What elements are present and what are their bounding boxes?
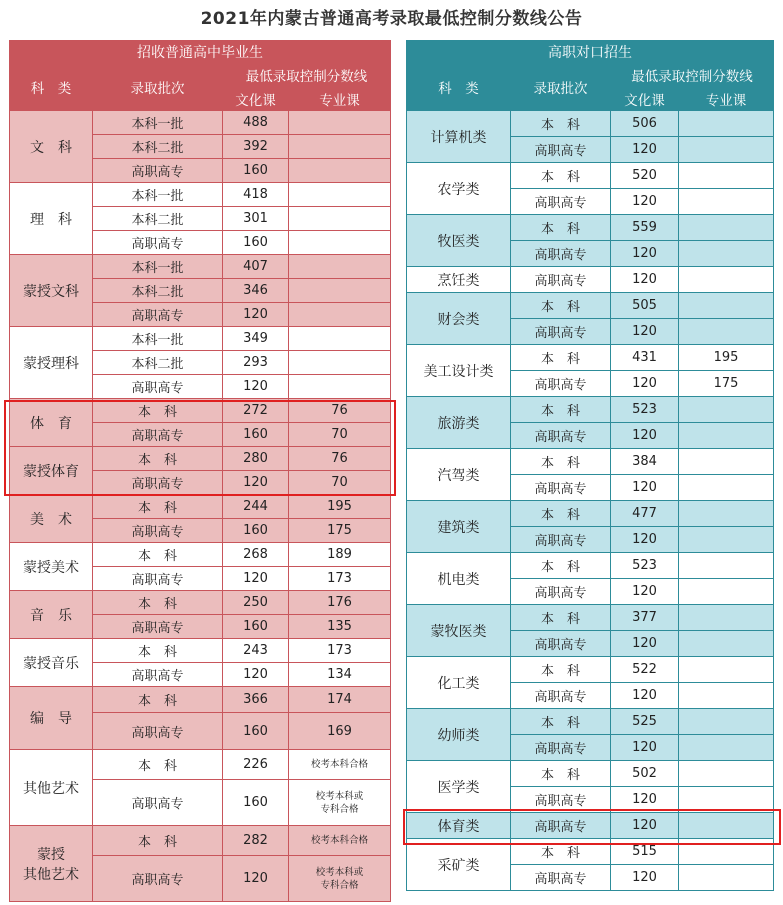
category-cell: 理 科 [10, 183, 93, 255]
culture-score-cell: 520 [611, 163, 679, 189]
major-score-cell [679, 657, 774, 683]
table-row [10, 447, 391, 471]
batch-cell: 本科二批 [93, 351, 223, 375]
header-culture: 文化课 [611, 88, 679, 111]
major-score-cell [679, 553, 774, 579]
header-major: 专业课 [289, 88, 391, 111]
category-cell: 美工设计类 [407, 345, 511, 397]
major-score-cell [679, 215, 774, 241]
left-score-table [9, 40, 391, 902]
header-category: 科 类 [407, 63, 511, 111]
batch-cell: 本 科 [93, 639, 223, 663]
category-cell: 旅游类 [407, 397, 511, 449]
culture-score-cell: 506 [611, 111, 679, 137]
culture-score-cell: 120 [611, 735, 679, 761]
batch-cell: 本 科 [93, 826, 223, 856]
culture-score-cell: 120 [611, 371, 679, 397]
culture-score-cell: 226 [223, 750, 289, 780]
batch-cell: 高职高专 [93, 780, 223, 826]
batch-cell: 本 科 [93, 495, 223, 519]
culture-score-cell: 559 [611, 215, 679, 241]
category-cell: 蒙牧医类 [407, 605, 511, 657]
major-score-cell [679, 111, 774, 137]
table-row [10, 543, 391, 567]
batch-cell: 高职高专 [93, 375, 223, 399]
table-row [10, 591, 391, 615]
batch-cell: 本 科 [511, 839, 611, 865]
culture-score-cell: 120 [611, 787, 679, 813]
category-cell: 计算机类 [407, 111, 511, 163]
major-score-cell [679, 865, 774, 891]
batch-cell: 本科二批 [93, 135, 223, 159]
batch-cell: 本 科 [511, 345, 611, 371]
batch-cell: 高职高专 [511, 137, 611, 163]
major-score-cell [289, 303, 391, 327]
table-row [10, 255, 391, 279]
culture-score-cell: 160 [223, 713, 289, 750]
culture-score-cell: 392 [223, 135, 289, 159]
batch-cell: 高职高专 [511, 189, 611, 215]
batch-cell: 高职高专 [511, 865, 611, 891]
batch-cell: 高职高专 [93, 663, 223, 687]
header-batch: 录取批次 [93, 63, 223, 111]
major-score-cell [679, 423, 774, 449]
major-score-cell: 校考本科或 专科合格 [289, 780, 391, 826]
culture-score-cell: 346 [223, 279, 289, 303]
table-row [10, 183, 391, 207]
batch-cell: 高职高专 [93, 423, 223, 447]
table-row [407, 553, 774, 579]
major-score-cell [679, 267, 774, 293]
culture-score-cell: 243 [223, 639, 289, 663]
batch-cell: 高职高专 [511, 423, 611, 449]
table-row [10, 327, 391, 351]
culture-score-cell: 120 [611, 475, 679, 501]
category-cell: 编 导 [10, 687, 93, 750]
culture-score-cell: 120 [611, 137, 679, 163]
major-score-cell: 174 [289, 687, 391, 713]
batch-cell: 高职高专 [93, 713, 223, 750]
batch-cell: 本 科 [93, 399, 223, 423]
batch-cell: 本科一批 [93, 111, 223, 135]
major-score-cell [289, 159, 391, 183]
batch-cell: 本 科 [511, 215, 611, 241]
culture-score-cell: 160 [223, 159, 289, 183]
major-score-cell [679, 293, 774, 319]
table-row [407, 111, 774, 137]
culture-score-cell: 120 [611, 579, 679, 605]
major-score-cell: 校考本科合格 [289, 750, 391, 780]
category-cell: 医学类 [407, 761, 511, 813]
batch-cell: 高职高专 [511, 787, 611, 813]
right-table-title: 高职对口招生 [407, 41, 774, 63]
culture-score-cell: 120 [223, 471, 289, 495]
batch-cell: 本 科 [93, 543, 223, 567]
category-cell: 化工类 [407, 657, 511, 709]
batch-cell: 高职高专 [93, 567, 223, 591]
batch-cell: 高职高专 [511, 475, 611, 501]
culture-score-cell: 160 [223, 231, 289, 255]
left-table-title: 招收普通高中毕业生 [10, 41, 391, 63]
culture-score-cell: 407 [223, 255, 289, 279]
culture-score-cell: 120 [611, 241, 679, 267]
major-score-cell [289, 375, 391, 399]
major-score-cell [679, 735, 774, 761]
table-row [407, 813, 774, 839]
category-cell: 体育类 [407, 813, 511, 839]
major-score-cell: 176 [289, 591, 391, 615]
culture-score-cell: 120 [611, 865, 679, 891]
category-cell: 汽驾类 [407, 449, 511, 501]
culture-score-cell: 120 [611, 319, 679, 345]
category-cell: 机电类 [407, 553, 511, 605]
culture-score-cell: 120 [611, 683, 679, 709]
major-score-cell [679, 579, 774, 605]
culture-score-cell: 502 [611, 761, 679, 787]
category-cell: 蒙授美术 [10, 543, 93, 591]
table-row [407, 501, 774, 527]
major-score-cell: 195 [679, 345, 774, 371]
culture-score-cell: 120 [223, 663, 289, 687]
category-cell: 财会类 [407, 293, 511, 345]
category-cell: 蒙授 其他艺术 [10, 826, 93, 902]
batch-cell: 本 科 [511, 657, 611, 683]
major-score-cell [679, 813, 774, 839]
category-cell: 烹饪类 [407, 267, 511, 293]
batch-cell: 本科二批 [93, 279, 223, 303]
culture-score-cell: 160 [223, 423, 289, 447]
batch-cell: 本科二批 [93, 207, 223, 231]
major-score-cell [289, 327, 391, 351]
culture-score-cell: 525 [611, 709, 679, 735]
batch-cell: 高职高专 [511, 319, 611, 345]
culture-score-cell: 120 [223, 856, 289, 902]
batch-cell: 本 科 [93, 591, 223, 615]
culture-score-cell: 477 [611, 501, 679, 527]
culture-score-cell: 120 [611, 527, 679, 553]
batch-cell: 高职高专 [93, 231, 223, 255]
table-row [407, 709, 774, 735]
major-score-cell: 189 [289, 543, 391, 567]
culture-score-cell: 120 [611, 267, 679, 293]
batch-cell: 高职高专 [93, 471, 223, 495]
major-score-cell: 70 [289, 471, 391, 495]
category-cell: 文 科 [10, 111, 93, 183]
table-row [10, 750, 391, 780]
major-score-cell: 135 [289, 615, 391, 639]
culture-score-cell: 523 [611, 553, 679, 579]
culture-score-cell: 120 [223, 567, 289, 591]
culture-score-cell: 301 [223, 207, 289, 231]
major-score-cell: 169 [289, 713, 391, 750]
header-major: 专业课 [679, 88, 774, 111]
batch-cell: 本 科 [511, 553, 611, 579]
major-score-cell [289, 351, 391, 375]
major-score-cell [679, 163, 774, 189]
major-score-cell [679, 839, 774, 865]
table-row [10, 111, 391, 135]
header-min-score: 最低录取控制分数线 [223, 63, 391, 88]
table-row [10, 687, 391, 713]
batch-cell: 本 科 [93, 750, 223, 780]
major-score-cell [289, 111, 391, 135]
culture-score-cell: 120 [611, 423, 679, 449]
culture-score-cell: 488 [223, 111, 289, 135]
culture-score-cell: 120 [611, 631, 679, 657]
category-cell: 蒙授体育 [10, 447, 93, 495]
culture-score-cell: 244 [223, 495, 289, 519]
table-row [407, 657, 774, 683]
table-row [407, 267, 774, 293]
culture-score-cell: 522 [611, 657, 679, 683]
culture-score-cell: 377 [611, 605, 679, 631]
batch-cell: 高职高专 [93, 303, 223, 327]
batch-cell: 高职高专 [93, 159, 223, 183]
culture-score-cell: 268 [223, 543, 289, 567]
major-score-cell [679, 683, 774, 709]
major-score-cell: 173 [289, 567, 391, 591]
major-score-cell [679, 501, 774, 527]
table-row [407, 293, 774, 319]
batch-cell: 高职高专 [511, 267, 611, 293]
category-cell: 建筑类 [407, 501, 511, 553]
category-cell: 蒙授文科 [10, 255, 93, 327]
batch-cell: 本 科 [511, 111, 611, 137]
header-min-score: 最低录取控制分数线 [611, 63, 774, 88]
major-score-cell: 173 [289, 639, 391, 663]
batch-cell: 本 科 [511, 397, 611, 423]
major-score-cell [679, 241, 774, 267]
major-score-cell: 校考本科或 专科合格 [289, 856, 391, 902]
category-cell: 幼师类 [407, 709, 511, 761]
major-score-cell [679, 709, 774, 735]
category-cell: 美 术 [10, 495, 93, 543]
major-score-cell: 134 [289, 663, 391, 687]
batch-cell: 本 科 [511, 605, 611, 631]
culture-score-cell: 120 [223, 303, 289, 327]
major-score-cell: 175 [679, 371, 774, 397]
major-score-cell [289, 279, 391, 303]
major-score-cell [679, 397, 774, 423]
right-score-table [406, 40, 774, 891]
culture-score-cell: 515 [611, 839, 679, 865]
culture-score-cell: 523 [611, 397, 679, 423]
culture-score-cell: 160 [223, 780, 289, 826]
table-row [407, 761, 774, 787]
culture-score-cell: 384 [611, 449, 679, 475]
batch-cell: 高职高专 [93, 615, 223, 639]
batch-cell: 高职高专 [93, 519, 223, 543]
category-cell: 音 乐 [10, 591, 93, 639]
culture-score-cell: 120 [611, 189, 679, 215]
major-score-cell [289, 255, 391, 279]
category-cell: 采矿类 [407, 839, 511, 891]
page-title: 2021年内蒙古普通高考录取最低控制分数线公告 [200, 9, 583, 29]
culture-score-cell: 282 [223, 826, 289, 856]
major-score-cell: 70 [289, 423, 391, 447]
batch-cell: 本科一批 [93, 183, 223, 207]
culture-score-cell: 160 [223, 615, 289, 639]
major-score-cell [289, 207, 391, 231]
category-cell: 牧医类 [407, 215, 511, 267]
culture-score-cell: 349 [223, 327, 289, 351]
major-score-cell: 175 [289, 519, 391, 543]
table-row [407, 345, 774, 371]
batch-cell: 高职高专 [511, 371, 611, 397]
culture-score-cell: 418 [223, 183, 289, 207]
batch-cell: 高职高专 [511, 735, 611, 761]
major-score-cell [679, 605, 774, 631]
major-score-cell [289, 135, 391, 159]
batch-cell: 本 科 [511, 761, 611, 787]
major-score-cell: 76 [289, 447, 391, 471]
batch-cell: 本科一批 [93, 327, 223, 351]
major-score-cell [679, 319, 774, 345]
table-row [407, 163, 774, 189]
header-culture: 文化课 [223, 88, 289, 111]
major-score-cell [679, 189, 774, 215]
culture-score-cell: 250 [223, 591, 289, 615]
culture-score-cell: 505 [611, 293, 679, 319]
table-row [407, 397, 774, 423]
major-score-cell [679, 527, 774, 553]
culture-score-cell: 272 [223, 399, 289, 423]
batch-cell: 高职高专 [511, 813, 611, 839]
culture-score-cell: 120 [611, 813, 679, 839]
category-cell: 蒙授音乐 [10, 639, 93, 687]
table-row [407, 605, 774, 631]
batch-cell: 高职高专 [511, 241, 611, 267]
table-row [10, 495, 391, 519]
culture-score-cell: 160 [223, 519, 289, 543]
category-cell: 蒙授理科 [10, 327, 93, 399]
category-cell: 其他艺术 [10, 750, 93, 826]
major-score-cell: 76 [289, 399, 391, 423]
major-score-cell [289, 183, 391, 207]
category-cell: 体 育 [10, 399, 93, 447]
major-score-cell [679, 475, 774, 501]
batch-cell: 本 科 [93, 447, 223, 471]
batch-cell: 本 科 [511, 501, 611, 527]
batch-cell: 本 科 [93, 687, 223, 713]
table-row [407, 449, 774, 475]
category-cell: 农学类 [407, 163, 511, 215]
major-score-cell [679, 761, 774, 787]
table-row [10, 639, 391, 663]
batch-cell: 高职高专 [511, 631, 611, 657]
major-score-cell [679, 137, 774, 163]
major-score-cell [679, 787, 774, 813]
table-row [10, 826, 391, 856]
batch-cell: 本 科 [511, 293, 611, 319]
table-row [10, 399, 391, 423]
culture-score-cell: 120 [223, 375, 289, 399]
header-batch: 录取批次 [511, 63, 611, 111]
batch-cell: 高职高专 [511, 579, 611, 605]
major-score-cell [289, 231, 391, 255]
batch-cell: 高职高专 [511, 683, 611, 709]
culture-score-cell: 293 [223, 351, 289, 375]
batch-cell: 本 科 [511, 709, 611, 735]
batch-cell: 高职高专 [511, 527, 611, 553]
major-score-cell [679, 449, 774, 475]
batch-cell: 高职高专 [93, 856, 223, 902]
major-score-cell: 校考本科合格 [289, 826, 391, 856]
table-row [407, 839, 774, 865]
batch-cell: 本 科 [511, 163, 611, 189]
culture-score-cell: 431 [611, 345, 679, 371]
culture-score-cell: 366 [223, 687, 289, 713]
batch-cell: 本 科 [511, 449, 611, 475]
header-category: 科 类 [10, 63, 93, 111]
major-score-cell [679, 631, 774, 657]
culture-score-cell: 280 [223, 447, 289, 471]
batch-cell: 本科一批 [93, 255, 223, 279]
major-score-cell: 195 [289, 495, 391, 519]
table-row [407, 215, 774, 241]
